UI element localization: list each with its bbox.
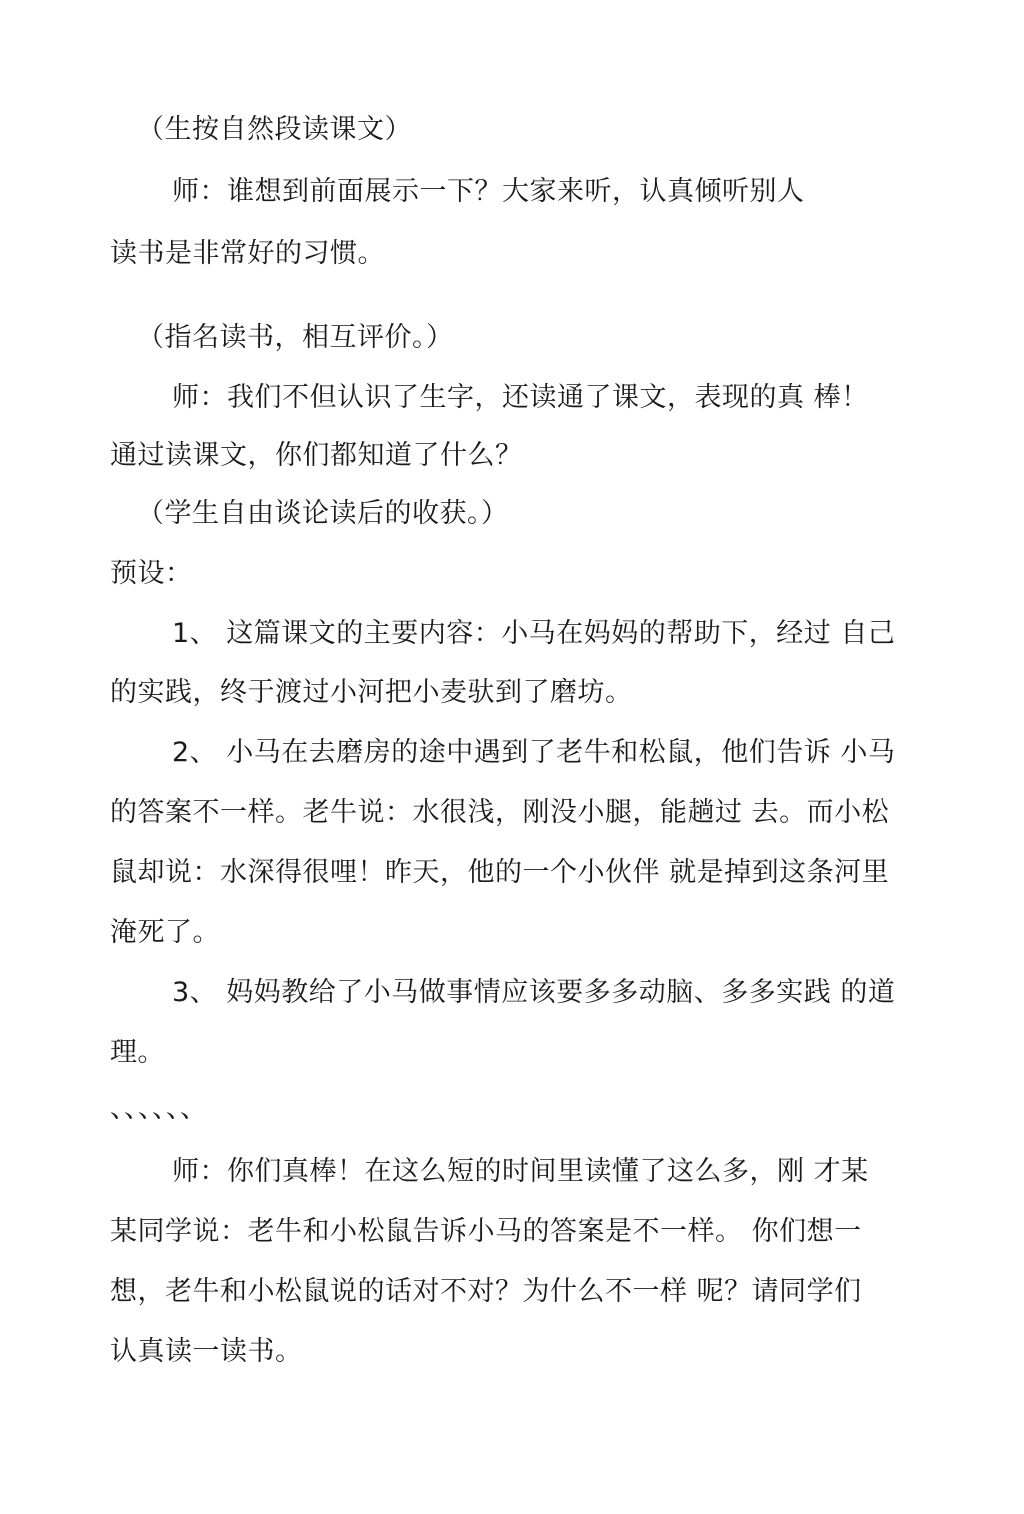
preset-item-3-cont: 理。 — [110, 1037, 165, 1068]
teacher-line-3-cont-1: 某同学说：老牛和小松鼠告诉小马的答案是不一样。 你们想一 — [110, 1216, 862, 1247]
preset-item-2: 2、 小马在去磨房的途中遇到了老牛和松鼠，他们告诉 小马 — [172, 737, 896, 768]
teacher-line-1: 师：谁想到前面展示一下？大家来听，认真倾听别人 — [172, 176, 805, 207]
teacher-line-3-cont-3: 认真读一读书。 — [110, 1336, 303, 1367]
teacher-line-2-cont: 通过读课文，你们都知道了什么？ — [110, 440, 523, 471]
stage-direction-read-paragraphs: （生按自然段读课文） — [137, 114, 412, 145]
preset-item-2-cont-1: 的答案不一样。老牛说：水很浅，刚没小腿，能趟过 去。而小松 — [110, 797, 890, 828]
preset-item-3: 3、 妈妈教给了小马做事情应该要多多动脑、多多实践 的道 — [172, 977, 896, 1008]
teacher-line-1-cont: 读书是非常好的习惯。 — [110, 238, 385, 269]
preset-item-1: 1、 这篇课文的主要内容：小马在妈妈的帮助下，经过 自己 — [172, 618, 896, 649]
teacher-line-3-cont-2: 想，老牛和小松鼠说的话对不对？为什么不一样 呢？请同学们 — [110, 1276, 862, 1307]
preset-heading: 预设： — [110, 558, 193, 589]
ellipsis-marks: 、、、、、、 — [110, 1093, 208, 1124]
preset-item-2-cont-2: 鼠却说：水深得很哩！昨天，他的一个小伙伴 就是掉到这条河里 — [110, 857, 890, 888]
teacher-line-3: 师：你们真棒！在这么短的时间里读懂了这么多，刚 才某 — [172, 1156, 869, 1187]
preset-item-1-cont: 的实践，终于渡过小河把小麦驮到了磨坊。 — [110, 677, 633, 708]
stage-direction-discuss: （学生自由谈论读后的收获。） — [137, 498, 509, 529]
stage-direction-evaluate: （指名读书，相互评价。） — [137, 322, 454, 353]
teacher-line-2: 师：我们不但认识了生字，还读通了课文，表现的真 棒！ — [172, 382, 869, 413]
preset-item-2-cont-3: 淹死了。 — [110, 917, 220, 948]
